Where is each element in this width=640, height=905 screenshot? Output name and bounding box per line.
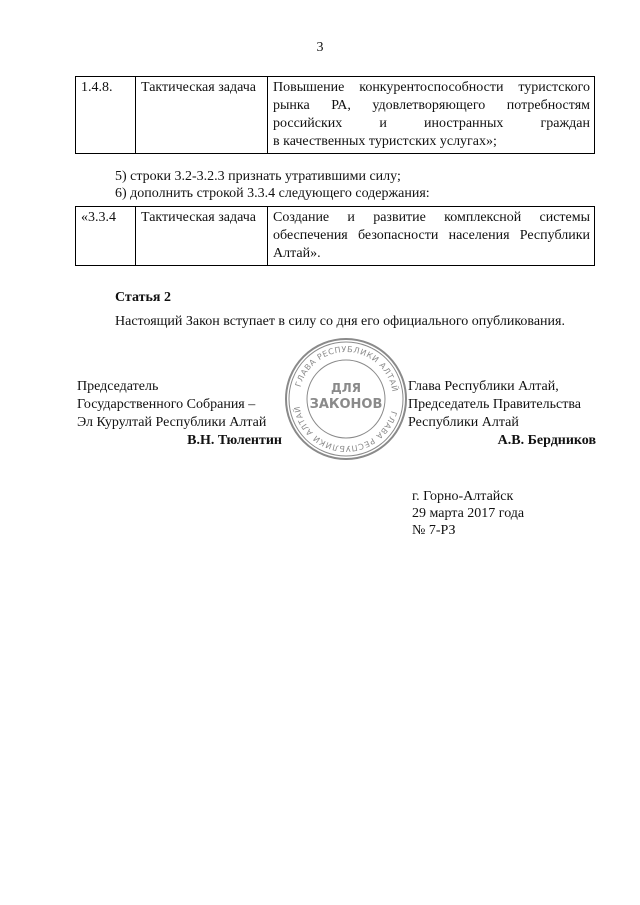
- description-line: рынка РА, удовлетворяющего потребностям: [273, 98, 590, 113]
- list-item-5: 5) строки 3.2-3.2.3 признать утратившими силу;: [115, 169, 401, 184]
- article-heading: Статья 2: [115, 290, 171, 305]
- description-line: российских и иностранных граждан: [273, 116, 590, 131]
- description-line: в качественных туристских услугах»;: [273, 134, 497, 149]
- svg-text:ЗАКОНОВ: ЗАКОНОВ: [309, 397, 383, 412]
- description-line: Создание и развитие комплексной системы: [273, 210, 590, 225]
- signatory-name: В.Н. Тюлентин: [187, 433, 282, 448]
- strategy-table-row-334: [75, 206, 595, 266]
- row-description-cell: [268, 207, 595, 266]
- svg-text:ГЛАВА РЕСПУБЛИКИ АЛТАЙ: ГЛАВА РЕСПУБЛИКИ АЛТАЙ: [292, 405, 399, 454]
- law-number: № 7-РЗ: [412, 523, 456, 538]
- row-type-cell: Тактическая задача: [136, 77, 268, 154]
- strategy-table-row-148: [75, 76, 595, 154]
- page-number: 3: [316, 40, 324, 55]
- row-type-cell: Тактическая задача: [136, 207, 268, 266]
- description-line: Повышение конкурентоспособности туристского: [273, 80, 590, 95]
- row-description-cell: [268, 77, 595, 154]
- svg-text:ДЛЯ: ДЛЯ: [331, 381, 361, 395]
- svg-text:ГЛАВА РЕСПУБЛИКИ АЛТАЙ: ГЛАВА РЕСПУБЛИКИ АЛТАЙ: [293, 344, 400, 393]
- signature-left: [77, 378, 282, 450]
- row-number-cell: «3.3.4: [76, 207, 136, 266]
- article-text: Настоящий Закон вступает в силу со дня его официального опубликования.: [115, 314, 565, 329]
- row-number-cell: 1.4.8.: [76, 77, 136, 154]
- seal-stamp: [283, 336, 409, 468]
- signatory-name: А.В. Бердников: [497, 433, 596, 448]
- signatory-title-line: Председатель: [77, 379, 159, 394]
- signatory-title-line: Глава Республики Алтай,: [408, 379, 559, 394]
- city: г. Горно-Алтайск: [412, 489, 514, 504]
- description-line: обеспечения безопасности населения Республики: [273, 228, 590, 243]
- place-date-block: [412, 488, 524, 539]
- signatory-title-line: Государственного Собрания –: [77, 397, 256, 412]
- signatory-title-line: Эл Курултай Республики Алтай: [77, 415, 267, 430]
- list-item-6: 6) дополнить строкой 3.3.4 следующего содержания:: [115, 186, 430, 201]
- date: 29 марта 2017 года: [412, 506, 525, 521]
- description-line: Алтай».: [273, 246, 321, 261]
- signatory-title-line: Республики Алтай: [408, 415, 519, 430]
- signature-right: [408, 378, 596, 450]
- signatory-title-line: Председатель Правительства: [408, 397, 581, 412]
